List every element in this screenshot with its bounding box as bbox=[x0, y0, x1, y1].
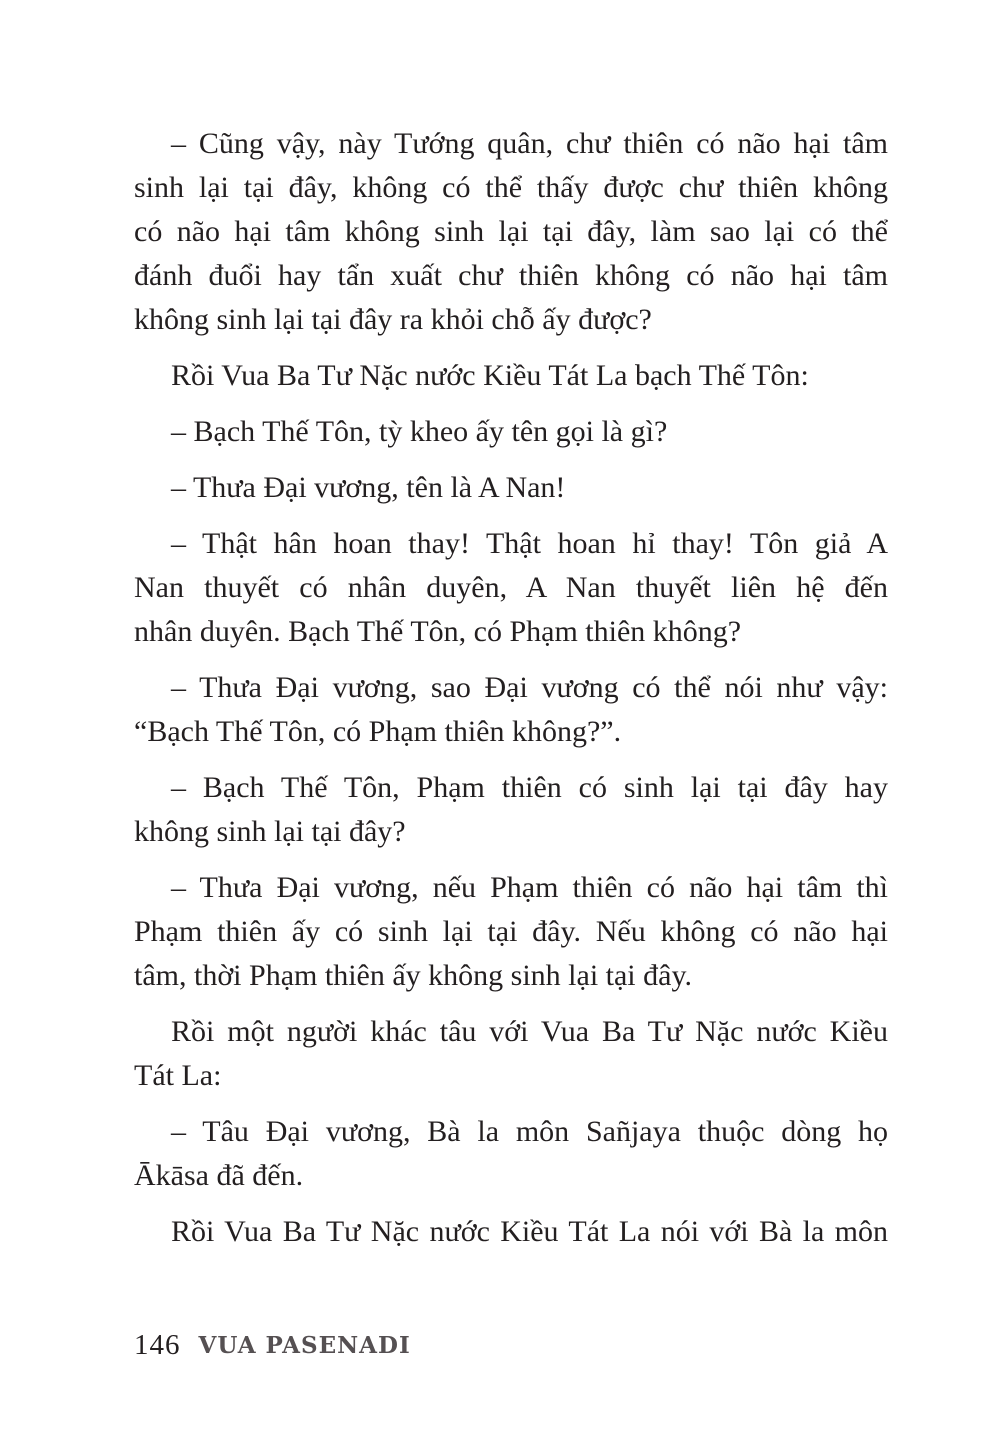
text-line: Ākāsa đã đến. bbox=[134, 1159, 304, 1192]
text-line: – Thưa Đại vương, sao Đại vương có thể nói như vậy: bbox=[171, 671, 888, 704]
paragraph-5 bbox=[134, 522, 888, 654]
paragraph-8 bbox=[134, 866, 888, 998]
text-line: “Bạch Thế Tôn, có Phạm thiên không?”. bbox=[134, 715, 622, 748]
text-line: không sinh lại tại đây? bbox=[134, 815, 406, 848]
text-line: sinh lại tại đây, không có thể thấy được chư thiên không bbox=[134, 171, 888, 204]
text-line: – Tâu Đại vương, Bà la môn Sañjaya thuộc dòng họ bbox=[171, 1115, 888, 1148]
text-line: – Bạch Thế Tôn, tỳ kheo ấy tên gọi là gì? bbox=[171, 415, 668, 448]
text-line: – Bạch Thế Tôn, Phạm thiên có sinh lại tại đây hay bbox=[171, 771, 888, 804]
text-line: – Thật hân hoan thay! Thật hoan hỉ thay! Tôn giả A bbox=[171, 527, 888, 560]
text-line: Rồi Vua Ba Tư Nặc nước Kiều Tát La bạch Thế Tôn: bbox=[171, 359, 809, 392]
page-body bbox=[134, 122, 888, 1266]
paragraph-9 bbox=[134, 1010, 888, 1098]
running-head: VUA PASENADI bbox=[198, 1331, 411, 1359]
text-line: Phạm thiên ấy có sinh lại tại đây. Nếu không có não hại bbox=[134, 915, 888, 948]
text-line: nhân duyên. Bạch Thế Tôn, có Phạm thiên không? bbox=[134, 615, 742, 648]
page-number: 146 bbox=[134, 1328, 181, 1361]
paragraph-11 bbox=[134, 1210, 888, 1254]
paragraph-1 bbox=[134, 122, 888, 342]
paragraph-4 bbox=[134, 466, 888, 510]
text-line: – Thưa Đại vương, nếu Phạm thiên có não hại tâm thì bbox=[171, 871, 888, 904]
text-line: Rồi Vua Ba Tư Nặc nước Kiều Tát La nói với Bà la môn bbox=[171, 1215, 888, 1248]
text-line: có não hại tâm không sinh lại tại đây, làm sao lại có thể bbox=[134, 215, 888, 248]
text-line: tâm, thời Phạm thiên ấy không sinh lại tại đây. bbox=[134, 959, 693, 992]
text-line: không sinh lại tại đây ra khỏi chỗ ấy được? bbox=[134, 303, 652, 336]
paragraph-7 bbox=[134, 766, 888, 854]
text-line: Nan thuyết có nhân duyên, A Nan thuyết liên hệ đến bbox=[134, 571, 888, 604]
text-line: – Thưa Đại vương, tên là A Nan! bbox=[171, 471, 566, 504]
text-line: – Cũng vậy, này Tướng quân, chư thiên có não hại tâm bbox=[171, 127, 888, 160]
paragraph-6 bbox=[134, 666, 888, 754]
text-line: đánh đuổi hay tẩn xuất chư thiên không có não hại tâm bbox=[134, 259, 888, 292]
paragraph-2 bbox=[134, 354, 888, 398]
text-line: Rồi một người khác tâu với Vua Ba Tư Nặc nước Kiều bbox=[171, 1015, 888, 1048]
page-footer bbox=[134, 1325, 411, 1365]
paragraph-3 bbox=[134, 410, 888, 454]
paragraph-10 bbox=[134, 1110, 888, 1198]
text-line: Tát La: bbox=[134, 1059, 222, 1092]
